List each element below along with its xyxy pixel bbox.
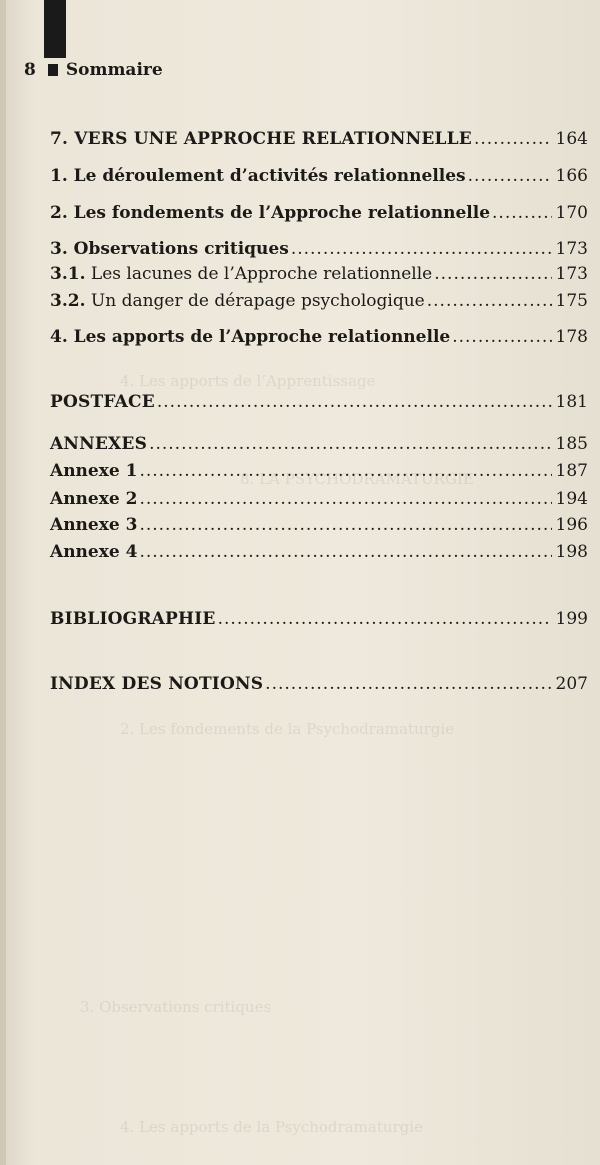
- toc-page: 185: [555, 434, 588, 454]
- toc-number: 3.2.: [50, 291, 86, 311]
- toc-annexe-3[interactable]: [50, 514, 588, 536]
- toc-label: Annexe 2: [50, 489, 138, 509]
- header-title: Sommaire: [65, 60, 163, 80]
- toc-page: 173: [555, 239, 588, 259]
- toc-page: 196: [555, 515, 588, 535]
- header-block-marker: [48, 64, 58, 76]
- toc-page: 164: [555, 129, 588, 149]
- toc-chapter-7[interactable]: [50, 128, 588, 150]
- toc-annexes[interactable]: [50, 433, 588, 455]
- ghost-text: 4. Les apports de l’Apprentissage: [120, 372, 376, 390]
- toc-subsection-3-1[interactable]: [50, 263, 588, 285]
- leader-dots: [265, 673, 551, 695]
- leader-dots: [149, 433, 551, 455]
- toc-bibliographie[interactable]: [50, 608, 588, 630]
- leader-dots: [139, 514, 551, 536]
- toc-label: Annexe 4: [50, 542, 138, 562]
- toc-page: 207: [555, 674, 588, 694]
- toc-page: 187: [555, 461, 588, 481]
- toc-label: Un danger de dérapage psychologique: [85, 291, 425, 311]
- leader-dots: [468, 165, 552, 187]
- toc-section-2[interactable]: [50, 202, 588, 224]
- toc-section-4[interactable]: [50, 326, 588, 348]
- leader-dots: [139, 488, 551, 510]
- toc-page: 175: [555, 291, 588, 311]
- toc-label: Annexe 1: [50, 461, 138, 481]
- toc-label: 3. Observations critiques: [50, 239, 289, 259]
- toc-label: Annexe 3: [50, 515, 138, 535]
- leader-dots: [157, 391, 552, 413]
- leader-dots: [291, 238, 552, 260]
- toc-label: INDEX DES NOTIONS: [50, 674, 264, 694]
- toc-page: 194: [555, 489, 588, 509]
- toc-annexe-4[interactable]: [50, 541, 588, 563]
- ghost-text: 8. LA PSYCHODRAMATURGIE: [240, 470, 474, 488]
- ghost-text: 3. Observations critiques: [80, 998, 272, 1016]
- leader-dots: [452, 326, 551, 348]
- toc-label: 7. VERS UNE APPROCHE RELATIONNELLE: [50, 129, 472, 149]
- toc-section-1[interactable]: [50, 165, 588, 187]
- leader-dots: [474, 128, 552, 150]
- toc-page: 173: [555, 264, 588, 284]
- toc-label: Les lacunes de l’Approche relationnelle: [85, 264, 433, 284]
- page-number: 8: [24, 60, 36, 80]
- toc-annexe-2[interactable]: [50, 488, 588, 510]
- ghost-text: 4. Les apports de la Psychodramaturgie: [120, 1118, 423, 1136]
- leader-dots: [492, 202, 552, 224]
- toc-label: 2. Les fondements de l’Approche relationnelle: [50, 203, 491, 223]
- toc-page: 166: [555, 166, 588, 186]
- leader-dots: [139, 541, 551, 563]
- toc-subsection-3-2[interactable]: [50, 290, 588, 312]
- toc-annexe-1[interactable]: [50, 460, 588, 482]
- toc-page: 178: [555, 327, 588, 347]
- toc-page: 181: [555, 392, 588, 412]
- toc-postface[interactable]: [50, 391, 588, 413]
- toc-section-3[interactable]: [50, 238, 588, 260]
- toc-label: ANNEXES: [50, 434, 148, 454]
- section-tab-marker: [44, 0, 66, 58]
- running-header: [24, 60, 163, 80]
- ghost-text: 2. Les fondements de la Psychodramaturgie: [120, 720, 455, 738]
- toc-page: 170: [555, 203, 588, 223]
- toc-number: 3.1.: [50, 264, 86, 284]
- toc-page: 199: [555, 609, 588, 629]
- leader-dots: [139, 460, 551, 482]
- leader-dots: [427, 290, 552, 312]
- page-gutter: [0, 0, 6, 1165]
- toc-page: 198: [555, 542, 588, 562]
- toc-label: 1. Le déroulement d’activités relationnelles: [50, 166, 466, 186]
- toc-label: BIBLIOGRAPHIE: [50, 609, 216, 629]
- leader-dots: [434, 263, 551, 285]
- toc-label: 4. Les apports de l’Approche relationnelle: [50, 327, 451, 347]
- toc-label: POSTFACE: [50, 392, 155, 412]
- toc-index-des-notions[interactable]: [50, 673, 588, 695]
- leader-dots: [218, 608, 552, 630]
